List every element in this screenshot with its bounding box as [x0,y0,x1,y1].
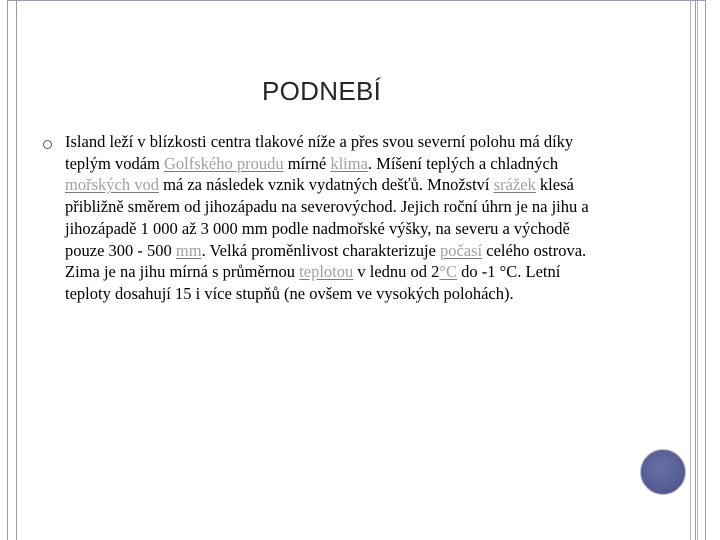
slide-title: PODNEBÍ [262,76,382,106]
link-pocasi[interactable]: počasí [439,240,483,260]
paragraph-text: celého ostrova. Zima je na jihu mírná s průměrnou [65,240,587,282]
link-klima[interactable]: klima [330,153,368,173]
link-srazky[interactable]: srážek [493,175,536,195]
paragraph-text: . Míšení teplých a chladných [367,153,559,173]
paragraph-text: . Velká proměnlivost charakterizuje [201,240,440,260]
frame-rule [697,0,698,540]
paragraph-text: mírné [283,153,331,173]
link-teplota[interactable]: teplotou [299,262,354,282]
decorative-circle [640,449,686,495]
bullet-paragraph [65,131,590,305]
paragraph-text: Island leží v blízkosti centra tlakové níže a přes svou severní polohu má díky teplým vodám [65,132,574,173]
link-stupen-celsia[interactable]: °C [439,262,458,282]
paragraph-text: má za následek vznik vydatných dešťů. Množství [158,175,494,195]
link-golfsky-proud[interactable]: Golfského proudu [163,153,284,173]
paragraph-text: v lednu od 2 [353,262,440,282]
paragraph-text: do -1 °C. Letní teploty dosahují 15 i více stupňů (ne ovšem ve vysokých polohách). [65,262,561,303]
link-morske-vody[interactable]: mořských vod [65,175,159,195]
link-mm[interactable]: mm [175,240,202,260]
frame-rule [690,0,691,540]
paragraph-text: klesá přibližně směrem od jihozápadu na severovýchod. Jejich roční úhrn je na jihu a jihozápadě 1 000 až 3 000 mm podle nadmořské výšky, na severu a východě pouze 300 - 500 [65,175,589,260]
bullet-icon [43,140,52,149]
